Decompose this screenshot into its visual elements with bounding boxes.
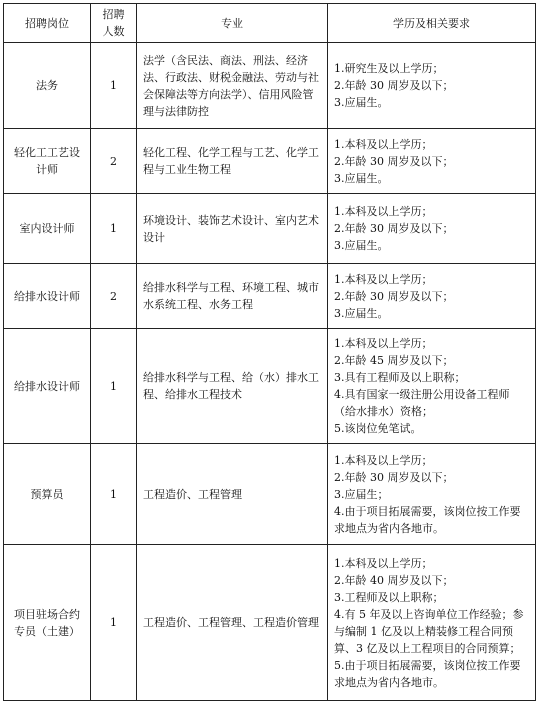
requirement-item: 1.本科及以上学历； [334, 205, 433, 218]
requirement-item: 2.年龄 30 周岁及以下； [334, 470, 454, 484]
requirement-item: 2.年龄 30 周岁及以下； [334, 222, 454, 235]
table-row [4, 545, 536, 701]
requirement-item: 4.具有国家一级注册公用设备工程师（给水排水）资格； [334, 388, 510, 418]
row-position: 给排水设计师 [4, 329, 91, 444]
requirement-item: 3.应届生。 [334, 306, 389, 320]
row-requirements [328, 545, 536, 701]
requirement-item: 3.工程师及以上职称； [334, 590, 444, 604]
row-position: 预算员 [4, 444, 91, 545]
requirement-item: 2.年龄 45 周岁及以下； [334, 354, 454, 367]
requirement-item: 1.本科及以上学历； [334, 556, 433, 570]
row-count: 1 [91, 43, 137, 129]
requirement-item: 1.本科及以上学历； [334, 337, 433, 350]
requirement-item: 4.有 5 年及以上咨询单位工作经验；参与编制 1 亿及以上精装修工程合同预算、3 亿及以上工程项目的合同预算； [334, 607, 524, 655]
row-position: 项目驻场合约专员（土建） [4, 545, 91, 701]
row-position: 轻化工工艺设计师 [4, 129, 91, 194]
row-count: 1 [91, 329, 137, 444]
row-requirements [328, 264, 536, 329]
header-major: 专业 [137, 4, 328, 43]
recruitment-table [3, 3, 536, 701]
header-count-line1: 招聘 [102, 8, 125, 21]
header-count-line2: 人数 [102, 25, 125, 38]
row-count: 2 [91, 129, 137, 194]
requirement-item: 3.应届生。 [334, 96, 389, 109]
table-row [4, 43, 536, 129]
row-requirements [328, 329, 536, 444]
table-row [4, 444, 536, 545]
header-count [91, 4, 137, 43]
row-count: 2 [91, 264, 137, 329]
requirement-item: 2.年龄 30 周岁及以下； [334, 154, 454, 168]
row-major: 给排水科学与工程、给（水）排水工程、给排水工程技术 [137, 329, 328, 444]
requirement-item: 3.具有工程师及以上职称； [334, 371, 466, 384]
table-header-row [4, 4, 536, 43]
requirement-item: 1.本科及以上学历； [334, 137, 433, 151]
header-requirements: 学历及相关要求 [328, 4, 536, 43]
requirement-item: 5.由于项目拓展需要，该岗位按工作要求地点为省内各地市。 [334, 658, 521, 689]
requirement-item: 2.年龄 30 周岁及以下； [334, 289, 454, 303]
requirement-item: 5.该岗位免笔试。 [334, 422, 422, 435]
row-requirements [328, 194, 536, 264]
row-major: 法学（含民法、商法、刑法、经济法、行政法、财税金融法、劳动与社会保障法等方向法学）、信用风险管理与法律防控 [137, 43, 328, 129]
requirement-item: 3.应届生。 [334, 239, 389, 252]
requirement-item: 2.年龄 40 周岁及以下； [334, 573, 454, 587]
requirement-item: 1.研究生及以上学历； [334, 62, 444, 75]
table-row [4, 329, 536, 444]
requirement-item: 2.年龄 30 周岁及以下； [334, 79, 454, 92]
row-major: 轻化工程、化学工程与工艺、化学工程与工业生物工程 [137, 129, 328, 194]
row-position: 给排水设计师 [4, 264, 91, 329]
row-major: 环境设计、装饰艺术设计、室内艺术设计 [137, 194, 328, 264]
header-position: 招聘岗位 [4, 4, 91, 43]
row-major: 给排水科学与工程、环境工程、城市水系统工程、水务工程 [137, 264, 328, 329]
row-major: 工程造价、工程管理 [137, 444, 328, 545]
row-position: 法务 [4, 43, 91, 129]
requirement-item: 1.本科及以上学历； [334, 453, 433, 467]
row-major: 工程造价、工程管理、工程造价管理 [137, 545, 328, 701]
row-count: 1 [91, 545, 137, 701]
requirement-item: 3.应届生； [334, 487, 389, 501]
row-requirements [328, 43, 536, 129]
row-count: 1 [91, 444, 137, 545]
table-row [4, 129, 536, 194]
requirement-item: 1.本科及以上学历； [334, 272, 433, 286]
table-row [4, 194, 536, 264]
row-requirements [328, 129, 536, 194]
requirement-item: 4.由于项目拓展需要，该岗位按工作要求地点为省内各地市。 [334, 504, 521, 535]
row-position: 室内设计师 [4, 194, 91, 264]
requirement-item: 3.应届生。 [334, 171, 389, 185]
row-count: 1 [91, 194, 137, 264]
table-row [4, 264, 536, 329]
row-requirements [328, 444, 536, 545]
